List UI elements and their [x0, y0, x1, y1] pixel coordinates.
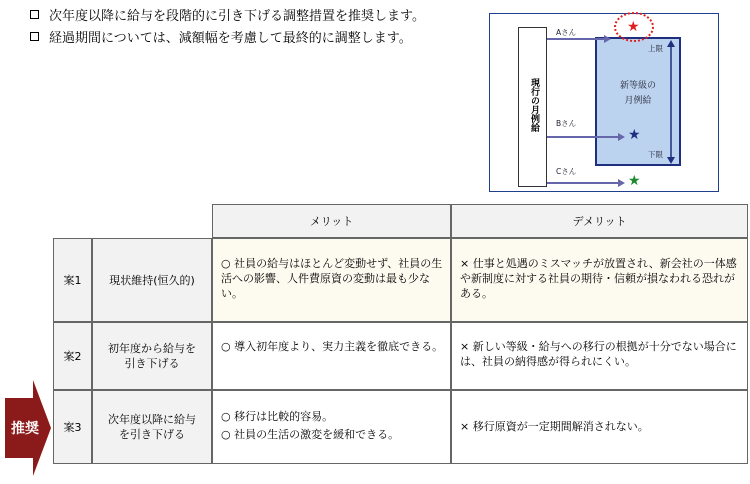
bullet-1 — [30, 9, 425, 25]
arrow-head-icon — [618, 133, 625, 141]
star-b-icon: ★ — [628, 127, 641, 143]
row1-name-text: 現状維持(恒久的) — [109, 273, 195, 287]
person-a-label: Aさん — [556, 28, 577, 37]
row3-merit — [212, 390, 451, 464]
row2-merit-text: ○ 導入初年度より、実力主義を徹底できる。 — [221, 340, 444, 353]
row1-demerit — [451, 238, 748, 322]
arrow-c — [547, 182, 619, 184]
row3-merit-line1: ○ 移行は比較的容易。 — [221, 410, 334, 423]
row1-merit — [212, 238, 451, 322]
row2-name-text: 初年度から給与を引き下げる — [108, 342, 196, 370]
row1-name — [92, 238, 212, 322]
person-c-label: Cさん — [556, 167, 577, 176]
current-salary-label: 現行の月例給 — [529, 78, 539, 132]
new-grade-box — [595, 37, 681, 166]
checkbox-square-icon — [30, 10, 39, 19]
row2-name — [92, 322, 212, 390]
current-salary-box — [518, 27, 547, 187]
arrow-head-icon — [604, 35, 611, 43]
recommend-badge — [5, 380, 51, 480]
bullet-text-2: 経過期間については、減額幅を考慮して最終的に調整します。 — [49, 31, 412, 46]
row2-demerit-text: × 新しい等級・給与への移行の根拠が十分でない場合には、社員の納得感が得られにくい。 — [460, 340, 737, 368]
row2-demerit — [451, 322, 748, 390]
row3-id: 案3 — [53, 390, 92, 464]
header-demerit: デメリット — [451, 204, 748, 238]
lower-limit-label: 下限 — [648, 150, 663, 159]
row3-demerit-text: × 移行原資が一定期間解消されない。 — [460, 420, 649, 433]
row3-name-text: 次年度以降に給与を引き下げる — [108, 413, 196, 441]
star-a-icon: ★ — [627, 19, 640, 35]
row3-name — [92, 390, 212, 464]
checkbox-square-icon — [30, 32, 39, 41]
row1-id: 案1 — [53, 238, 92, 322]
new-grade-label-line1: 新等級の — [619, 81, 656, 91]
arrow-head-icon — [618, 179, 625, 187]
recommend-label: 推奨 — [11, 421, 39, 437]
star-c-icon: ★ — [628, 173, 641, 189]
salary-diagram — [489, 13, 719, 192]
bullet-text-1: 次年度以降に給与を段階的に引き下げる調整措置を推奨します。 — [49, 9, 425, 24]
bullet-2 — [30, 31, 412, 47]
row2-merit — [212, 322, 451, 390]
new-grade-label-line2: 月例給 — [624, 96, 652, 106]
arrow-a — [547, 38, 605, 40]
row2-id: 案2 — [53, 322, 92, 390]
row3-demerit — [451, 390, 748, 464]
header-merit: メリット — [212, 204, 451, 238]
row1-merit-text: ○ 社員の給与はほとんど変動せず、社員の生活への影響、人件費原資の変動は最も少ない。 — [221, 257, 443, 300]
upper-limit-label: 上限 — [648, 44, 663, 53]
arrow-b — [547, 136, 619, 138]
row3-merit-line2: ○ 社員の生活の激変を緩和できる。 — [221, 428, 400, 441]
range-arrow-icon — [666, 40, 676, 164]
row1-demerit-text: × 仕事と処遇のミスマッチが放置され、新会社の一体感や新制度に対する社員の期待・信頼が損なわれる恐れがある。 — [460, 257, 737, 300]
person-b-label: Bさん — [556, 119, 577, 128]
